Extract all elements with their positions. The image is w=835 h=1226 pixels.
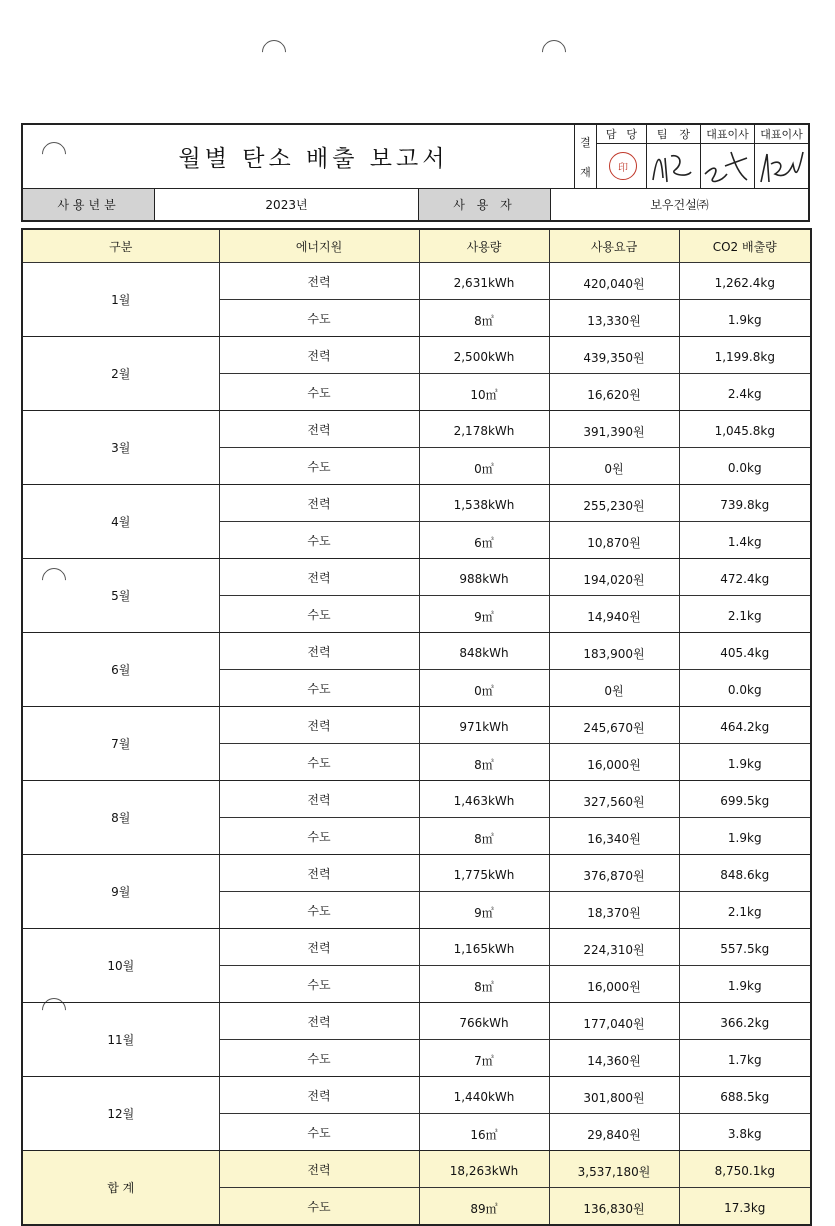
approval-role: 담 [605, 128, 617, 141]
cell-usage: 16㎥ [419, 1114, 549, 1151]
cell-co2: 739.8kg [679, 485, 811, 522]
cell-usage: 1,775kWh [419, 855, 549, 892]
cell-usage: 18,263kWh [419, 1151, 549, 1188]
cell-fee: 16,620원 [549, 374, 679, 411]
cell-co2: 472.4kg [679, 559, 811, 596]
cell-usage: 8㎥ [419, 818, 549, 855]
cell-co2: 1.9kg [679, 818, 811, 855]
cell-source: 전력 [219, 855, 419, 892]
table-row [22, 633, 811, 670]
table-row [22, 781, 811, 818]
user-label: 사 용 자 [419, 189, 551, 220]
cell-fee: 14,360원 [549, 1040, 679, 1077]
month-label: 5월 [22, 559, 219, 633]
cell-source: 전력 [219, 485, 419, 522]
month-label: 7월 [22, 707, 219, 781]
cell-usage: 9㎥ [419, 596, 549, 633]
signature-icon [701, 144, 753, 188]
approval-label-bottom: 재 [580, 165, 591, 179]
cell-fee: 10,870원 [549, 522, 679, 559]
approval-role: 대표이사 [760, 128, 803, 141]
cell-co2: 699.5kg [679, 781, 811, 818]
emission-table [21, 228, 812, 1226]
title-cell [23, 125, 575, 189]
cell-usage: 0㎥ [419, 670, 549, 707]
year-label: 사용년분 [23, 189, 155, 220]
table-row [22, 263, 811, 300]
cell-fee: 224,310원 [549, 929, 679, 966]
approval-col-team-lead [647, 125, 701, 188]
cell-fee: 0원 [549, 670, 679, 707]
cell-co2: 1.9kg [679, 744, 811, 781]
month-label: 8월 [22, 781, 219, 855]
cell-fee: 439,350원 [549, 337, 679, 374]
cell-usage: 2,178kWh [419, 411, 549, 448]
cell-source: 수도 [219, 300, 419, 337]
cell-fee: 376,870원 [549, 855, 679, 892]
cell-usage: 8㎥ [419, 300, 549, 337]
total-row [22, 1151, 811, 1188]
cell-co2: 1.9kg [679, 300, 811, 337]
cell-fee: 18,370원 [549, 892, 679, 929]
cell-fee: 3,537,180원 [549, 1151, 679, 1188]
cell-source: 수도 [219, 1114, 419, 1151]
cell-usage: 6㎥ [419, 522, 549, 559]
approval-role: 장 [679, 128, 691, 141]
cell-fee: 183,900원 [549, 633, 679, 670]
cell-usage: 8㎥ [419, 744, 549, 781]
approval-signature-area [701, 144, 754, 188]
approval-col-ceo-2 [755, 125, 808, 188]
cell-co2: 1,199.8kg [679, 337, 811, 374]
signature-icon [647, 144, 699, 188]
cell-co2: 1.9kg [679, 966, 811, 1003]
cell-co2: 405.4kg [679, 633, 811, 670]
approval-role: 대표이사 [706, 128, 749, 141]
cell-fee: 391,390원 [549, 411, 679, 448]
cell-usage: 7㎥ [419, 1040, 549, 1077]
table-row [22, 855, 811, 892]
cell-fee: 136,830원 [549, 1188, 679, 1226]
month-label: 1월 [22, 263, 219, 337]
approval-col-ceo-1 [701, 125, 755, 188]
table-row [22, 1003, 811, 1040]
cell-usage: 1,165kWh [419, 929, 549, 966]
cell-fee: 301,800원 [549, 1077, 679, 1114]
cell-co2: 0.0kg [679, 448, 811, 485]
cell-usage: 1,463kWh [419, 781, 549, 818]
cell-co2: 0.0kg [679, 670, 811, 707]
cell-co2: 3.8kg [679, 1114, 811, 1151]
table-row [22, 559, 811, 596]
cell-source: 수도 [219, 818, 419, 855]
cell-co2: 8,750.1kg [679, 1151, 811, 1188]
cell-usage: 8㎥ [419, 966, 549, 1003]
cell-source: 수도 [219, 374, 419, 411]
cell-source: 전력 [219, 337, 419, 374]
month-label: 10월 [22, 929, 219, 1003]
cell-source: 전력 [219, 781, 419, 818]
total-label: 합 계 [22, 1151, 219, 1226]
year-value: 2023년 [155, 189, 419, 220]
cell-source: 전력 [219, 707, 419, 744]
header-category: 구분 [22, 229, 219, 263]
cell-source: 수도 [219, 892, 419, 929]
month-label: 6월 [22, 633, 219, 707]
cell-fee: 327,560원 [549, 781, 679, 818]
cell-source: 수도 [219, 744, 419, 781]
cell-fee: 29,840원 [549, 1114, 679, 1151]
cell-co2: 2.4kg [679, 374, 811, 411]
header-co2: CO2 배출량 [679, 229, 811, 263]
cell-co2: 17.3kg [679, 1188, 811, 1226]
user-value: 보우건설㈜ [650, 198, 709, 212]
cell-source: 수도 [219, 596, 419, 633]
cell-source: 전력 [219, 633, 419, 670]
table-row [22, 707, 811, 744]
approval-signature-area [597, 144, 646, 188]
month-label: 3월 [22, 411, 219, 485]
month-label: 4월 [22, 485, 219, 559]
cell-source: 전력 [219, 263, 419, 300]
month-label: 12월 [22, 1077, 219, 1151]
cell-usage: 2,631kWh [419, 263, 549, 300]
table-row [22, 929, 811, 966]
cell-source: 수도 [219, 522, 419, 559]
cell-usage: 1,440kWh [419, 1077, 549, 1114]
cell-co2: 848.6kg [679, 855, 811, 892]
header-energy-source: 에너지원 [219, 229, 419, 263]
cell-co2: 366.2kg [679, 1003, 811, 1040]
cell-co2: 2.1kg [679, 596, 811, 633]
cell-source: 전력 [219, 411, 419, 448]
table-body [22, 263, 811, 1226]
cell-usage: 971kWh [419, 707, 549, 744]
cell-source: 전력 [219, 1003, 419, 1040]
month-label: 2월 [22, 337, 219, 411]
punch-hole-mark [537, 35, 571, 69]
approval-box [575, 125, 810, 189]
header-fee: 사용요금 [549, 229, 679, 263]
cell-fee: 420,040원 [549, 263, 679, 300]
table-row [22, 1077, 811, 1114]
cell-usage: 848kWh [419, 633, 549, 670]
cell-fee: 13,330원 [549, 300, 679, 337]
seal-stamp-icon: 印 [609, 152, 637, 180]
cell-usage: 0㎥ [419, 448, 549, 485]
cell-source: 수도 [219, 670, 419, 707]
cell-source: 전력 [219, 929, 419, 966]
cell-co2: 557.5kg [679, 929, 811, 966]
cell-source: 수도 [219, 448, 419, 485]
approval-signature-area [647, 144, 700, 188]
cell-source: 전력 [219, 559, 419, 596]
header-usage: 사용량 [419, 229, 549, 263]
cell-fee: 245,670원 [549, 707, 679, 744]
signature-icon [755, 144, 808, 188]
cell-co2: 2.1kg [679, 892, 811, 929]
cell-fee: 255,230원 [549, 485, 679, 522]
table-row [22, 337, 811, 374]
cell-source: 수도 [219, 966, 419, 1003]
cell-source: 전력 [219, 1151, 419, 1188]
cell-fee: 16,000원 [549, 966, 679, 1003]
cell-source: 수도 [219, 1040, 419, 1077]
cell-co2: 1,262.4kg [679, 263, 811, 300]
approval-signature-area [755, 144, 808, 188]
approval-role: 당 [626, 128, 638, 141]
month-label: 11월 [22, 1003, 219, 1077]
table-row [22, 485, 811, 522]
cell-usage: 1,538kWh [419, 485, 549, 522]
punch-hole-mark [257, 35, 291, 69]
approval-label-top: 결 [580, 135, 591, 149]
meta-row [23, 189, 808, 220]
cell-co2: 1,045.8kg [679, 411, 811, 448]
cell-source: 수도 [219, 1188, 419, 1226]
cell-fee: 14,940원 [549, 596, 679, 633]
cell-co2: 1.4kg [679, 522, 811, 559]
cell-usage: 988kWh [419, 559, 549, 596]
approval-role: 팀 [656, 128, 668, 141]
cell-fee: 0원 [549, 448, 679, 485]
cell-fee: 194,020원 [549, 559, 679, 596]
cell-co2: 464.2kg [679, 707, 811, 744]
table-row [22, 411, 811, 448]
report-header [21, 123, 810, 222]
cell-usage: 2,500kWh [419, 337, 549, 374]
cell-co2: 1.7kg [679, 1040, 811, 1077]
page-title: 월별 탄소 배출 보고서 [178, 146, 449, 172]
cell-co2: 688.5kg [679, 1077, 811, 1114]
approval-col-staff [597, 125, 647, 188]
cell-source: 전력 [219, 1077, 419, 1114]
cell-fee: 177,040원 [549, 1003, 679, 1040]
month-label: 9월 [22, 855, 219, 929]
table-header-row [22, 229, 811, 263]
cell-usage: 766kWh [419, 1003, 549, 1040]
cell-usage: 9㎥ [419, 892, 549, 929]
cell-fee: 16,000원 [549, 744, 679, 781]
cell-usage: 10㎥ [419, 374, 549, 411]
cell-usage: 89㎥ [419, 1188, 549, 1226]
approval-label [575, 125, 597, 188]
cell-fee: 16,340원 [549, 818, 679, 855]
